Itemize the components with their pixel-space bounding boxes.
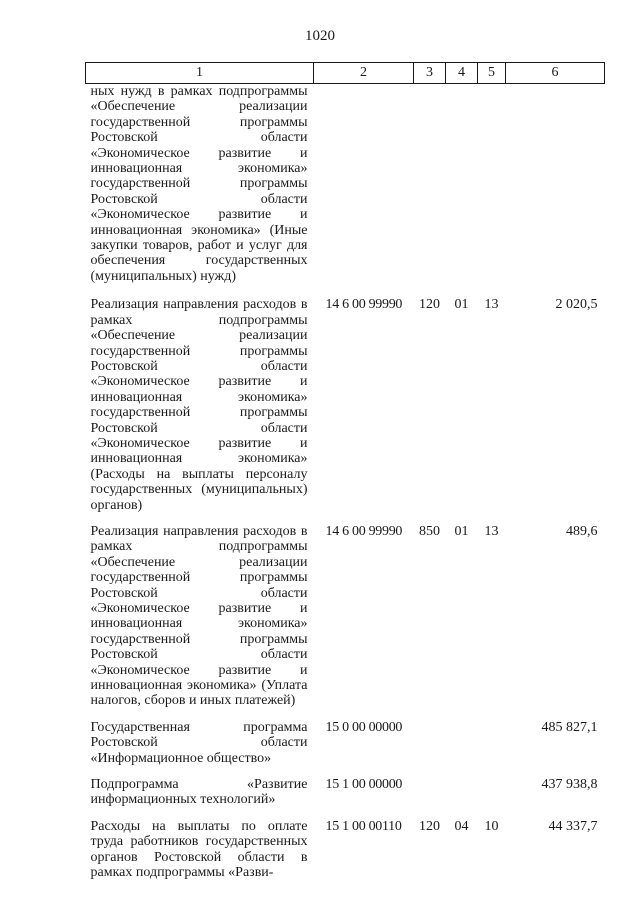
column-header-section: 4 [446,63,478,84]
cell-amount: 489,6 [566,523,598,539]
column-header-target-article: 2 [314,63,414,84]
cell-section [446,777,478,819]
cell-target-article: 14 6 00 99990 [325,523,403,539]
cell-subsection: 13 [484,523,499,539]
cell-subsection [478,777,506,819]
cell-expense-type [414,84,446,298]
cell-name: Расходы на выплаты по оплате труда работников государственных органов Ростовской области в рамках подпрограммы «Разви- [90,818,308,881]
cell-amount [506,84,605,298]
cell-expense-type [414,777,446,819]
cell-target-article: 15 1 00 00110 [325,818,402,834]
table-row [86,297,605,524]
cell-amount: 44 337,7 [548,818,598,834]
column-header-name: 1 [86,63,314,84]
column-header-amount: 6 [506,63,605,84]
cell-expense-type [414,720,446,777]
cell-subsection: 13 [484,297,499,313]
cell-amount: 437 938,8 [541,777,598,793]
budget-table [85,62,605,892]
cell-amount: 485 827,1 [541,719,598,735]
header-row [86,63,605,84]
cell-amount: 2 020,5 [555,297,598,313]
cell-expense-type: 850 [419,523,440,539]
table-row [86,84,605,298]
cell-section [446,720,478,777]
table-body [86,84,605,892]
cell-name: Реализация направления расходов в рамках подпрограммы «Обеспечение реализации государственной программы Ростовской области «Экономическое развитие и инновационная экономика» государственной программы Ростовской области «Экономическое развитие и инновационная экономика» (Расходы на выплаты персоналу государственных (муниципальных) органов) [90,297,308,513]
page-number: 1020 [305,28,335,44]
cell-name: ных нужд в рамках подпрограммы «Обеспечение реализации государственной программы Ростовской области «Экономическое развитие и инновационная экономика» государственной программы Ростовской области «Экономическое развитие и инновационная экономика» (Иные закупки товаров, работ и услуг для обеспечения государственных (муниципальных) нужд) [90,84,308,284]
cell-subsection: 10 [484,818,499,834]
cell-section [446,84,478,298]
table-row [86,720,605,777]
table-row [86,524,605,720]
cell-target-article: 15 0 00 00000 [325,719,403,735]
cell-expense-type: 120 [419,818,440,834]
column-header-expense-type: 3 [414,63,446,84]
cell-section: 01 [454,523,469,539]
table-header [86,63,605,84]
table-row [86,819,605,892]
cell-section: 01 [454,297,469,313]
column-header-subsection: 5 [478,63,506,84]
cell-expense-type: 120 [419,297,440,313]
cell-target-article: 14 6 00 99990 [325,297,403,313]
cell-name: Государственная программа Ростовской области «Информационное общество» [90,719,308,766]
cell-section: 04 [454,818,469,834]
cell-name: Реализация направления расходов в рамках подпрограммы «Обеспечение реализации государственной программы Ростовской области «Экономическое развитие и инновационная экономика» государственной программы Ростовской области «Экономическое развитие и инновационная экономика» (Уплата налогов, сборов и иных платежей) [90,523,308,709]
cell-target-article: 15 1 00 00000 [325,777,403,793]
table-row [86,777,605,819]
cell-subsection [478,84,506,298]
cell-subsection [478,720,506,777]
cell-target-article [314,84,414,298]
cell-name: Подпрограмма «Развитие информационных технологий» [90,777,308,808]
